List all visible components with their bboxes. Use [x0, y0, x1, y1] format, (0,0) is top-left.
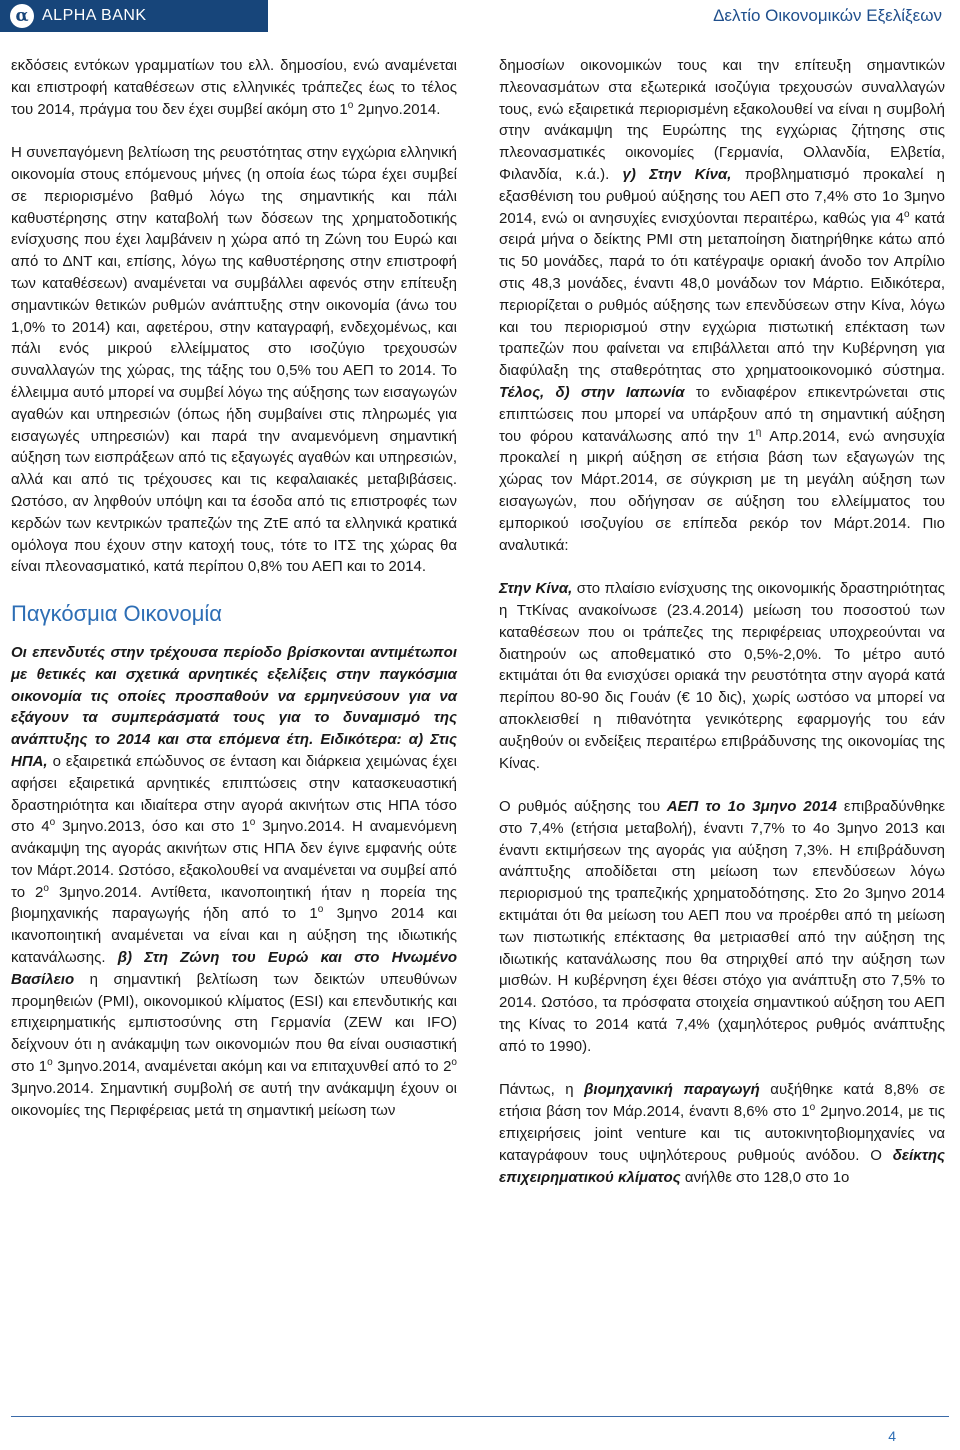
- footer-divider: [11, 1416, 949, 1417]
- paragraph: Οι επενδυτές στην τρέχουσα περίοδο βρίσκονται αντιμέτωποι με θετικές και σχετικά αρνητικές εξελίξεις στην παγκόσμια οικονομία τις οποίες προσπαθούν να ερμηνεύσουν για να εξάγουν τα συμπεράσματά τους για το δυναμισμό της ανάπτυξης το 2014 και στα επόμενα έτη. Ειδικότερα: α) Στις ΗΠΑ, ο εξαιρετικά επώδυνος σε ένταση και διάρκεια χειμώνας έχει αφήσει εξαιρετικά αρνητικές επιπτώσεις στην κατασκευαστική δραστηριότητα και ιδιαίτερα στην αγορά ακινήτων στις ΗΠΑ τόσο στο $4^o$ 3μηνο.2013, όσο και στο $1^o$ 3μηνο.2014. Η αναμενόμενη ανάκαμψη της αγοράς ακινήτων στις ΗΠΑ δεν έγινε εμφανής ούτε τον Μάρτ.2014. Ωστόσο, εξακολουθεί να αναμένεται να συμβεί από το $2^o$ 3μηνο.2014. Αντίθετα, ικανοποιητική ήταν η πορεία της βιομηχανικής παραγωγής ήδη από το $1^o$ 3μηνο 2014 και ικανοποιητική αναμένεται να είναι και η αύξηση της ιδιωτικής κατανάλωσης. β) Στη Ζώνη του Ευρώ και στο Ηνωμένο Βασίλειο η σημαντική βελτίωση των δεικτών υπευθύνων προμηθειών (PMI), οικονομικού κλίματος (ESI) και επενδυτικής και επιχειρηματικής εμπιστοσύνης στη Γερμανία (ZEW και IFO) δείχνουν ότι η ανάκαμψη των οικονομιών που θα είναι ουσιαστική στο $1^o$ 3μηνο.2014, αναμένεται ακόμη και να επιταχυνθεί από το $2^o$ 3μηνο.2014. Σημαντική συμβολή σε αυτή την ανάκαμψη έχουν οι οικονομίες της Περιφέρειας μετά τη σημαντική μείωση των: [11, 643, 457, 1119]
- page-header: [0, 0, 960, 36]
- alpha-logo-icon: α: [10, 4, 34, 28]
- left-column: [11, 55, 457, 1121]
- paragraph: εκδόσεις εντόκων γραμματίων του ελλ. δημοσίου, ενώ αναμένεται και επιστροφή καταθέσεων στις ελληνικές τράπεζες έως το τέλος του 2014, πράγμα του δεν έχει συμβεί ακόμη στο $1^o$ 2μηνο.2014.: [11, 57, 457, 118]
- alpha-bank-logo: [0, 0, 268, 32]
- paragraph: δημοσίων οικονομικών τους και την επίτευξη σημαντικών πλεονασμάτων στα εξωτερικά ισοζύγια τρεχουσών συναλλαγών τους, ενώ εξαιρετικά περιορισμένη εξακολουθεί να είναι η συμβολή στην ανάκαμψη της Ευρώπης της εγχώριας ζήτησης στις πλεονασματικές οικονομίες (Γερμανία, Ολλανδία, Ελβετία, Φιλανδία, κ.ά.). γ) Στην Κίνα, προβληματισμό προκαλεί η εξασθένιση του ρυθμού αύξησης του ΑΕΠ στο 7,4% στο 1ο 3μηνο 2014, ενώ οι ανησυχίες ενισχύονται περαιτέρω, καθώς για $4^o$ κατά σειρά μήνα ο δείκτης PMI στη μεταποίηση διατηρήθηκε κάτω από τις 50 μονάδες, παρά το ότι κατέγραψε οριακή άνοδο τον Απρίλιο στις 48,3 μονάδες, έναντι 48,0 μονάδων τον Μάρτιο. Ειδικότερα, περιορίζεται ο ρυθμός αύξησης των επενδύσεων στην Κίνα, λόγω και του περιορισμού στην εγχώρια πιστωτική επέκταση των τραπεζών που φαίνεται να επιβάλλεται από την Κυβέρνηση για διαφύλαξη της σταθερότητας στο χρηματοοικονομικό σύστημα. Τέλος, δ) στην Ιαπωνία το ενδιαφέρον επικεντρώνεται στις επιπτώσεις που μπορεί να υπάρξουν από τη σημαντική αύξηση του φόρου κατανάλωσης από την $1^\eta$ Απρ.2014, ενώ ανησυχία προκαλεί η μικρή αύξηση σε ετήσια βάση των εξαγωγών της χώρας τον Μάρτ.2014, σε σύγκριση με τη μεγάλη αύξηση των εισαγωγών, που οδήγησαν σε αύξηση του ελλείμματος του εμπορικού ισοζυγίου σε επίπεδα ρεκόρ τον Μάρτ.2014. Πιο αναλυτικά:: [499, 57, 945, 554]
- bulletin-title: Δελτίο Οικονομικών Εξελίξεων: [713, 6, 942, 25]
- logo-text: ALPHA BANK: [42, 7, 147, 24]
- paragraph: Η συνεπαγόμενη βελτίωση της ρευστότητας στην εγχώρια ελληνική οικονομία στους επόμενους μήνες (η οποία έως τώρα έχει συμβεί σε περιορισμένο βαθμό λόγω της σημαντικής και πάλι καθυστέρησης στην καταβολή των δόσεων της χρηματοδοτικής ενίσχυσης που έχει λαμβάνειν η χώρα από τη Ζώνη του Ευρώ και από το ΔΝΤ και, επίσης, λόγω της καθυστέρησης στην επιστροφή των καταθέσεων) αναμένεται να συμβάλλει αφενός στην επίτευξη σημαντικών θετικών ρυθμών ανάπτυξης στην οικονομία (άνω του 1,0% το 2014) και, αφετέρου, στην καταγραφή, ενδεχομένως, και πάλι ενός μικρού ελλείμματος στο ισοζύγιο τρεχουσών συναλλαγών της χώρας, της τάξης του 0,5% του ΑΕΠ το 2014. Το έλλειμμα αυτό μπορεί να συμβεί λόγω της αύξησης των εισαγωγών αγαθών και υπηρεσιών (όπως ήδη συμβαίνει στις πληρωμές για εισαγωγές υπηρεσιών) και παρά την αναμενόμενη σημαντική αύξηση των εισπράξεων από τις εξαγωγές αγαθών και υπηρεσιών, αλλά και από τις τρέχουσες και τις κεφαλαιακές μεταβιβάσεις. Ωστόσο, αν ληφθούν υπόψη και τα έσοδα από τις επιστροφές των κερδών των κεντρικών τραπεζών της ΖτΕ από τα ελληνικά κρατικά ομόλογα που έχουν στην κατοχή τους, τότε το ΙΤΣ της χώρας θα είναι πλεονασματικό, κατά περίπου 0,8% του ΑΕΠ και το 2014.: [11, 144, 457, 576]
- right-column: [499, 55, 945, 1188]
- paragraph: Πάντως, η βιομηχανική παραγωγή αυξήθηκε κατά 8,8% σε ετήσια βάση τον Μάρ.2014, έναντι 8,6% στο $1^o$ 2μηνο.2014, με τις επιχειρήσεις joint venture και τις αυτοκινητοβιομηχανίες να καταγράφουν τους υψηλότερους ρυθμούς ανόδου. Ο δείκτης επιχειρηματικού κλίματος ανήλθε στο 128,0 στο 1ο: [499, 1081, 946, 1186]
- section-title: Παγκόσμια Οικονομία: [11, 600, 223, 626]
- paragraph: Ο ρυθμός αύξησης του ΑΕΠ το 1ο 3μηνο 2014 επιβραδύνθηκε στο 7,4% (ετήσια μεταβολή), έναντι 7,7% το 4ο 3μηνο 2013 και έναντι εκτιμήσεων της αγοράς για αύξηση 7,3%. Η επιβράδυνση ανάπτυξης αποδίδεται στη μείωση των επενδύσεων λόγω περιορισμού της τραπεζικής χρηματοδότησης. Στο 2ο 3μηνο 2014 εκτιμάται ότι θα μείωση του ΑΕΠ που να προέρθει από τη μείωση των πιστωτικής επέκτασης θα μετριασθεί από την αύξηση της ιδιωτικής κατανάλωσης που θα στηριχθεί από την αύξηση των μισθών. Η κυβέρνηση έχει θέσει στόχο για ανάπτυξη στο 7,5% το 2014. Ωστόσο, τα πρόσφατα στοιχεία σημαντικού αύξηση του ΑΕΠ της Κίνας το 2014 κατά 7,4% (χαμηλότερος ρυθμός ανάπτυξης από το 1990).: [499, 798, 946, 1055]
- paragraph: Στην Κίνα, στο πλαίσιο ενίσχυσης της οικονομικής δραστηριότητας η ΤτΚίνας ανακοίνωσε (23.4.2014) μείωση του ποσοστού των καταθέσεων που οι τράπεζες της περιφέρειας υποχρεούνται να διατηρούν ως αποθεματικό στο 0,5%-2,0%. Το μέτρο αυτό εκτιμάται ότι θα ενισχύσει οριακά την ρευστότητα στην αγορά κατά περίπου 80-90 δις Γουάν (€ 10 δις), χωρίς ωστόσο να μπορεί να αποκλεισθεί η πιθανότητα γενικότερης εφαρμογής του εάν αυξηθούν οι ενδείξεις περαιτέρω επιβράδυνσης της οικονομίας της Κίνας.: [499, 580, 945, 772]
- page-number: 4: [888, 1428, 896, 1444]
